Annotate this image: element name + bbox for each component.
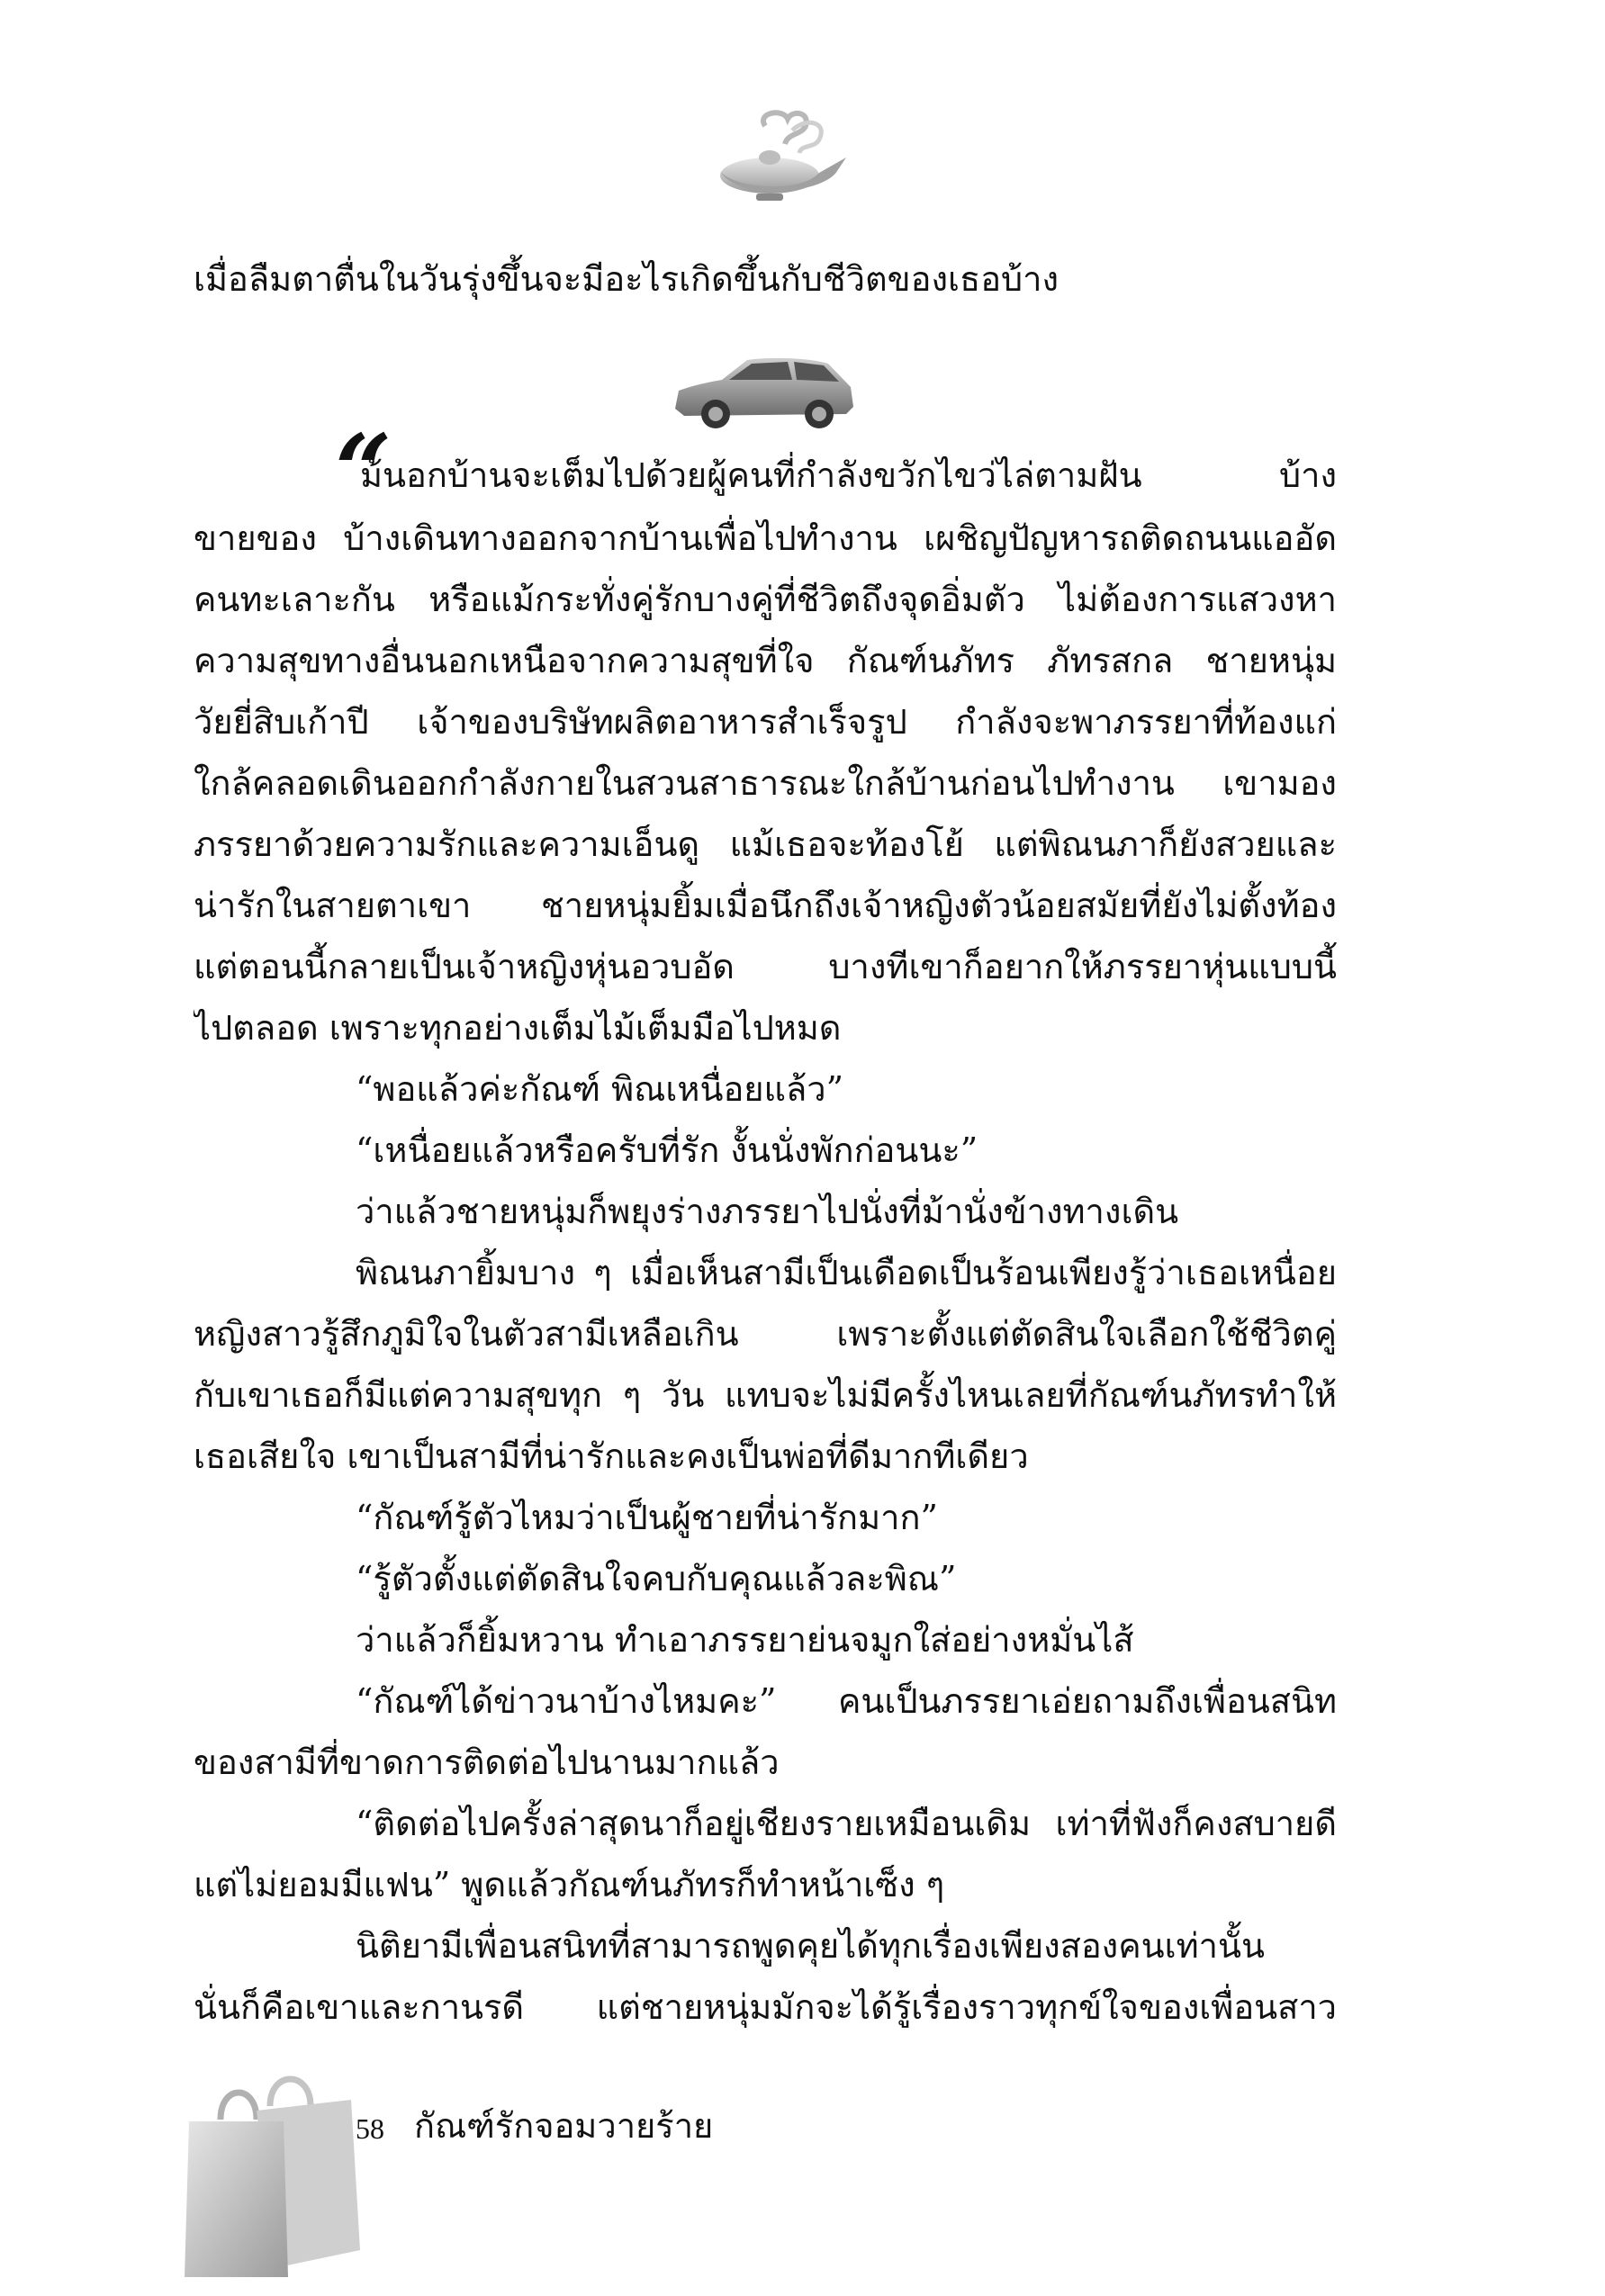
dialogue-line: “พอแล้วค่ะกัณฑ์ พิณเหนื่อยแล้ว” — [356, 1069, 844, 1109]
text-line: ไปตลอด เพราะทุกอย่างเต็มไม้เต็มมือไปหมด — [194, 1008, 842, 1048]
text-line: ขายของ บ้างเดินทางออกจากบ้านเพื่อไปทำงาน เผชิญปัญหารถติดถนนแออัด — [194, 518, 1337, 558]
intro-line: เมื่อลืมตาตื่นในวันรุ่งขึ้นจะมีอะไรเกิดขึ้นกับชีวิตของเธอบ้าง — [194, 259, 1059, 299]
text-line: นั่นก็คือเขาและกานรดี แต่ชายหนุ่มมักจะได้รู้เรื่องราวทุกข์ใจของเพื่อนสาว — [194, 1987, 1337, 2027]
text-line: พิณนภายิ้มบาง ๆ เมื่อเห็นสามีเป็นเดือดเป็นร้อนเพียงรู้ว่าเธอเหนื่อย — [356, 1253, 1337, 1292]
running-title: กัณฑ์รักจอมวายร้าย — [414, 2106, 714, 2146]
text-line: วัยยี่สิบเก้าปี เจ้าของบริษัทผลิตอาหารสำเร็จรูป กำลังจะพาภรรยาที่ท้องแก่ — [194, 702, 1337, 742]
text-line: หญิงสาวรู้สึกภูมิใจในตัวสามีเหลือเกิน เพราะตั้งแต่ตัดสินใจเลือกใช้ชีวิตคู่ — [194, 1314, 1337, 1354]
dialogue-line: “เหนื่อยแล้วหรือครับที่รัก งั้นนั่งพักก่อนนะ” — [356, 1130, 978, 1170]
text-line: ความสุขทางอื่นนอกเหนือจากความสุขที่ใจ กัณฑ์นภัทร ภัทรสกล ชายหนุ่ม — [194, 641, 1337, 680]
opening-quote-mark: “ — [335, 412, 392, 528]
text-line: ว่าแล้วก็ยิ้มหวาน ทำเอาภรรยาย่นจมูกใส่อย่างหมั่นไส้ — [356, 1620, 1134, 1660]
text-line: น่ารักในสายตาเขา ชายหนุ่มยิ้มเมื่อนึกถึงเจ้าหญิงตัวน้อยสมัยที่ยังไม่ตั้งท้อง — [194, 886, 1337, 925]
car-icon — [666, 353, 860, 432]
dialogue-line: “รู้ตัวตั้งแต่ตัดสินใจคบกับคุณแล้วละพิณ” — [356, 1559, 957, 1598]
text-line: คนทะเลาะกัน หรือแม้กระทั่งคู่รักบางคู่ที่ชีวิตถึงจุดอิ่มตัว ไม่ต้องการแสวงหา — [194, 580, 1337, 619]
page-number: 58 — [356, 2112, 384, 2145]
text-line: กับเขาเธอก็มีแต่ความสุขทุก ๆ วัน แทบจะไม่มีครั้งไหนเลยที่กัณฑ์นภัทรทำให้ — [194, 1375, 1337, 1415]
dialogue-line: “ติดต่อไปครั้งล่าสุดนาก็อยู่เชียงรายเหมือนเดิม เท่าที่ฟังก็คงสบายดี — [356, 1804, 1337, 1843]
dialogue-line: “กัณฑ์รู้ตัวไหมว่าเป็นผู้ชายที่น่ารักมาก” — [356, 1498, 938, 1537]
text-line: แต่ตอนนี้กลายเป็นเจ้าหญิงหุ่นอวบอัด บางทีเขาก็อยากให้ภรรยาหุ่นแบบนี้ — [194, 947, 1337, 986]
text-line: ใกล้คลอดเดินออกกำลังกายในสวนสาธารณะใกล้บ้านก่อนไปทำงาน เขามอง — [194, 763, 1337, 803]
text-line: เธอเสียใจ เขาเป็นสามีที่น่ารักและคงเป็นพ่อที่ดีมากทีเดียว — [194, 1436, 1029, 1476]
text-line: ของสามีที่ขาดการติดต่อไปนานมากแล้ว — [194, 1742, 780, 1782]
text-line: แต่ไม่ยอมมีแฟน” พูดแล้วกัณฑ์นภัทรก็ทำหน้าเซ็ง ๆ — [194, 1865, 945, 1904]
text-line: นิติยามีเพื่อนสนิทที่สามารถพูดคุยได้ทุกเรื่องเพียงสองคนเท่านั้น — [356, 1926, 1265, 1966]
shopping-bag-icon — [171, 2066, 365, 2282]
text-line: ม้นอกบ้านจะเต็มไปด้วยผู้คนที่กำลังขวักไขว่ไล่ตามฝัน บ้าง — [360, 455, 1337, 495]
dialogue-line: “กัณฑ์ได้ข่าวนาบ้างไหมคะ” คนเป็นภรรยาเอ่ยถามถึงเพื่อนสนิท — [356, 1681, 1337, 1721]
text-line: ว่าแล้วชายหนุ่มก็พยุงร่างภรรยาไปนั่งที่ม้านั่งข้างทางเดิน — [356, 1192, 1179, 1231]
text-line: ภรรยาด้วยความรักและความเอ็นดู แม้เธอจะท้องโย้ แต่พิณนภาก็ยังสวยและ — [194, 824, 1337, 864]
magic-lamp-icon — [702, 108, 855, 207]
